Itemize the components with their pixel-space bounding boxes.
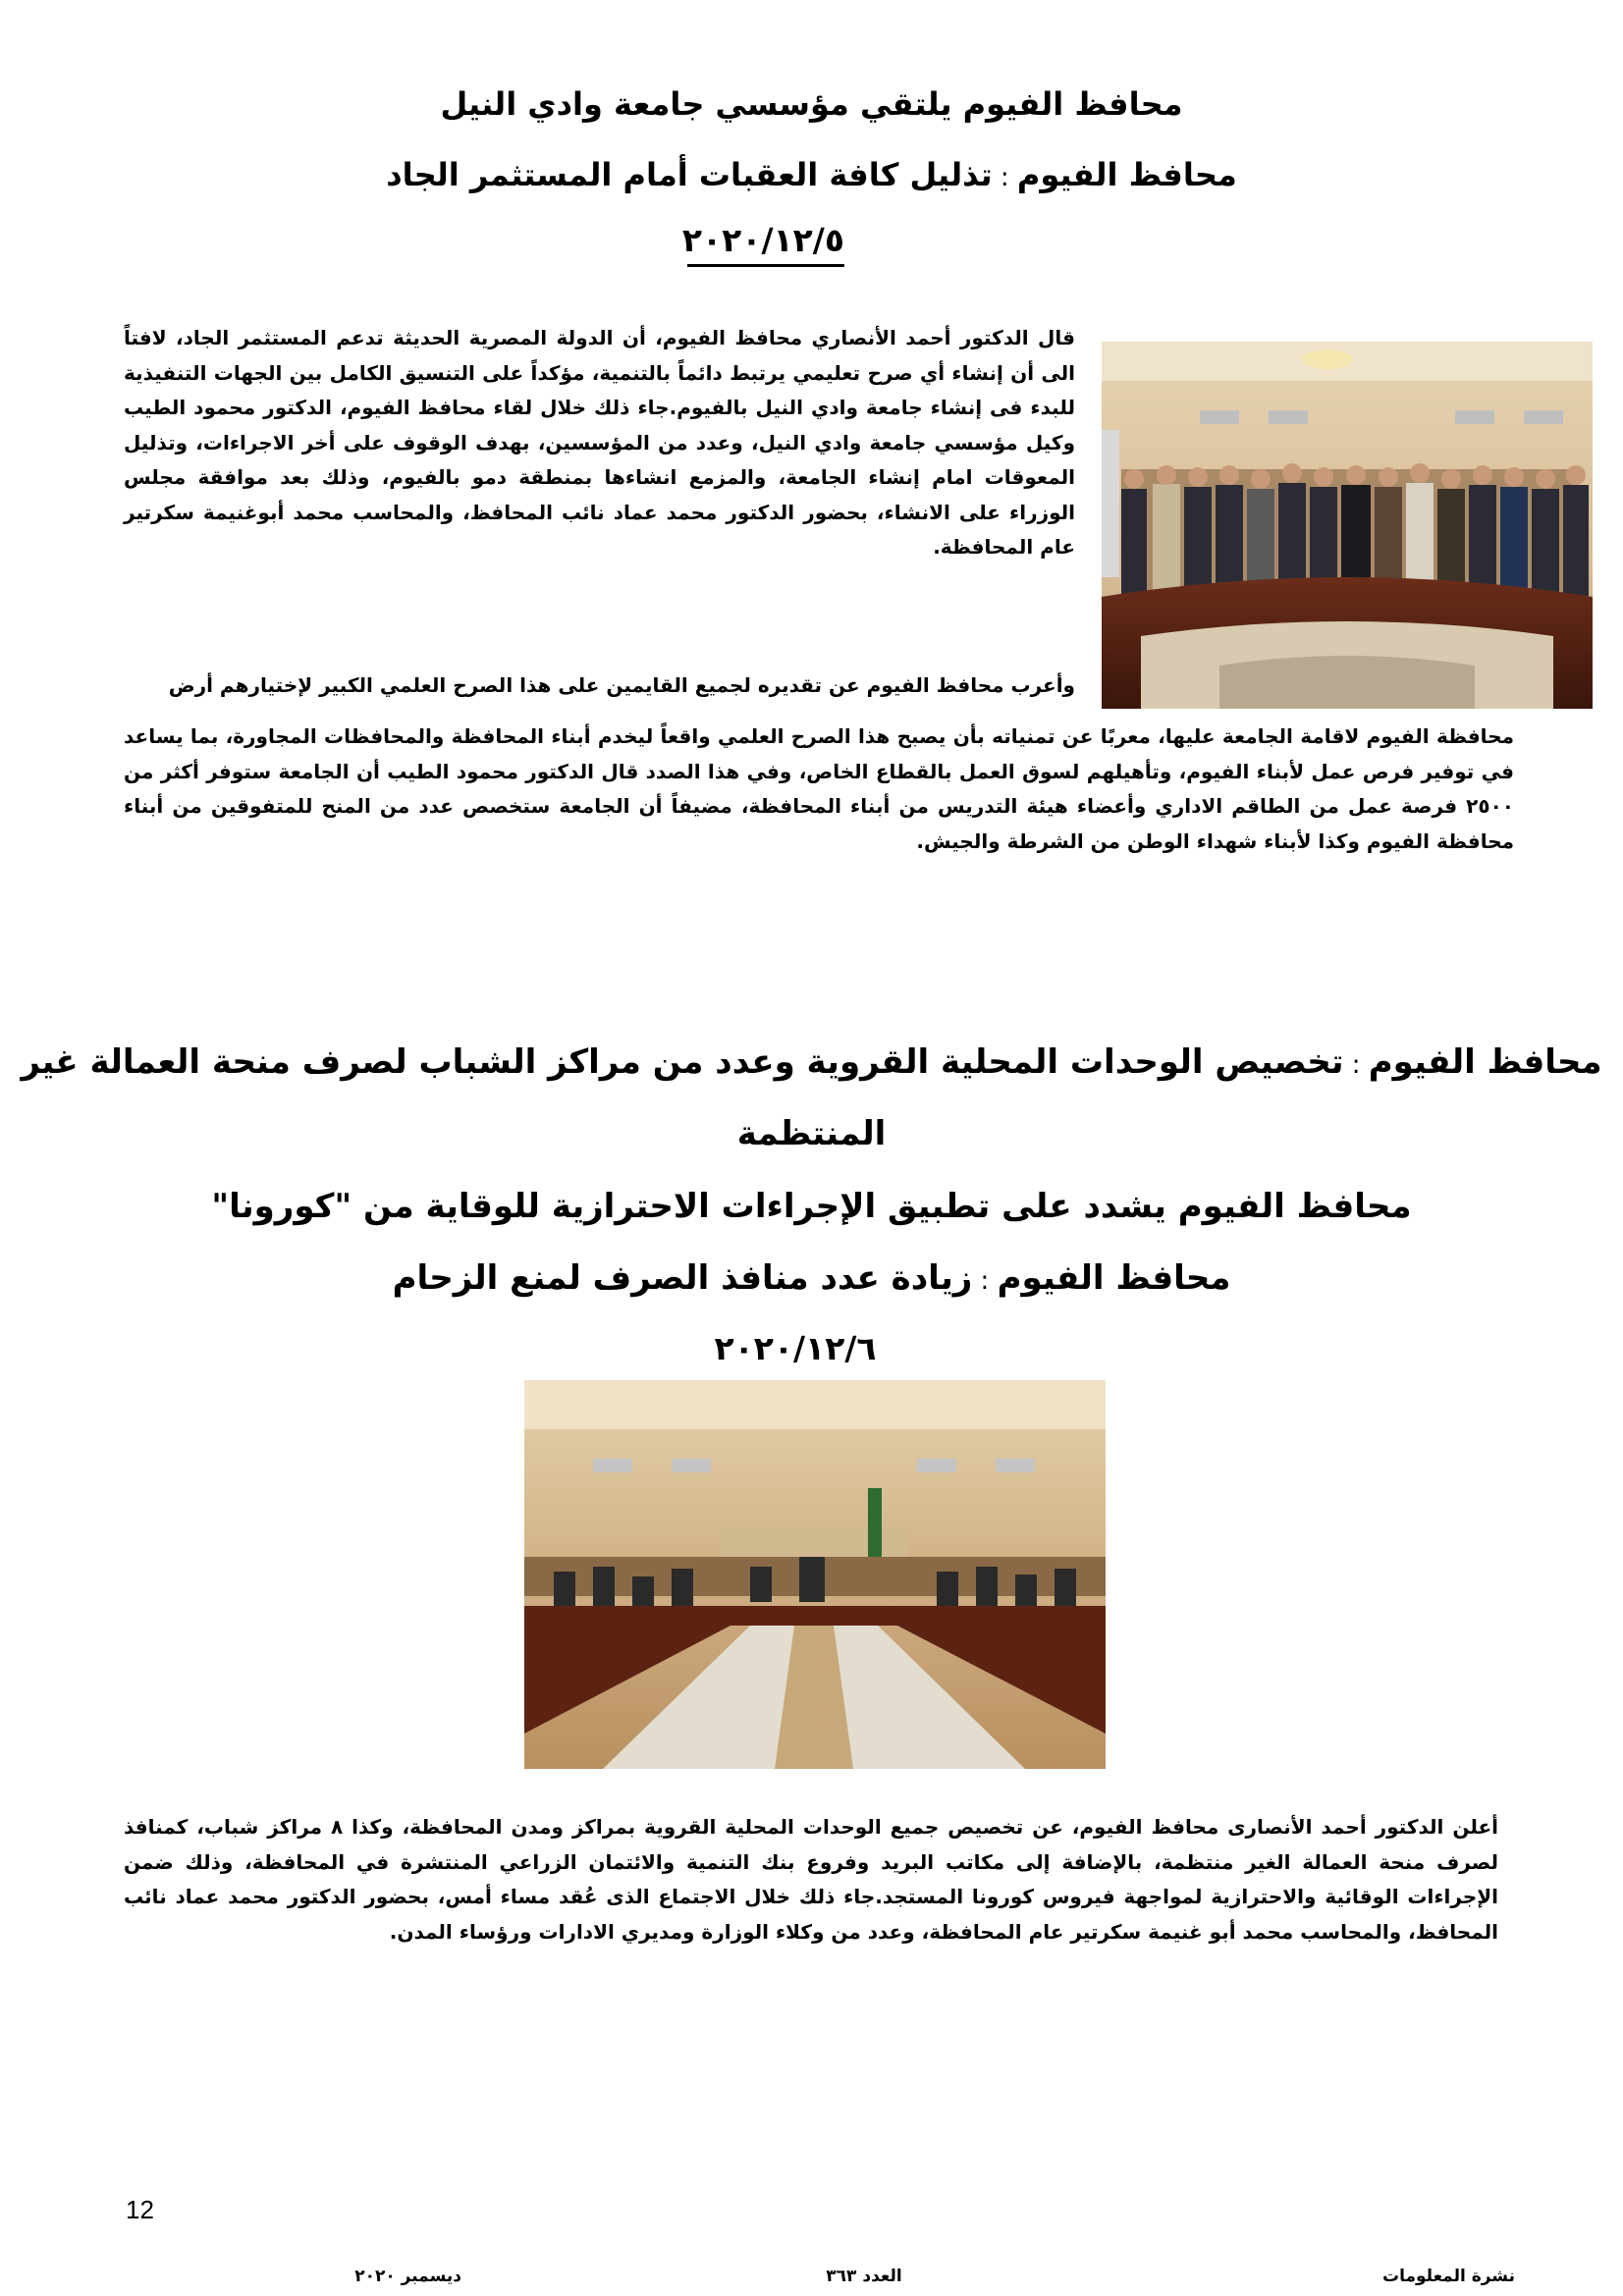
headline-text: محافظ الفيوم يلتقي مؤسسي جامعة وادي النيل [440,85,1183,123]
article2-headline-1 [0,1041,1623,1087]
headline-prefix: محافظ الفيوم [1368,1042,1602,1082]
footer-publication: نشرة المعلومات [1381,2267,1515,2286]
headline-rest: تذليل كافة العقبات أمام المستثمر الجاد [386,156,993,193]
article2-headline-1-continued: المنتظمة [736,1114,887,1153]
article1-group-photo [1102,342,1593,709]
article1-headline-1 [0,82,1623,126]
article1-paragraph-bottom: محافظة الفيوم لاقامة الجامعة عليها، معربًا عن تمنياته بأن يصبح هذا الصرح العلمي واقعاً ليخدم أبناء المحافظة والمحافظات المجاورة، بما يساعد في توفير فرص عمل لأبناء الفيوم، وتأهيلهم لسوق العمل بالقطاع الخاص، وفي هذا الصدد قال الدكتور محمود الطيب أن الجامعة ستوفر أكثر من ٢٥٠٠ فرصة عمل من الطاقم الاداري وأعضاء هيئة التدريس من أبناء المحافظة، مضيفاً أن الجامعة ستخصص عدد من المنح للمتفوقين من أبناء محافظة الفيوم وكذا لأبناء شهداء الوطن من الشرطة والجيش. [124,724,1514,853]
headline-rest: تخصيص الوحدات المحلية القروية وعدد من مراكز الشباب لصرف منحة العمالة غير [21,1042,1344,1082]
footer-month: ديسمبر ٢٠٢٠ [354,2267,461,2286]
article1-paragraph-second: وأعرب محافظ الفيوم عن تقديره لجميع القايمين على هذا الصرح العلمي الكبير لإختيارهم أرض [168,673,1075,697]
article2-headline-3 [0,1256,1623,1303]
headline-rest: زيادة عدد منافذ الصرف لمنع الزحام [392,1258,973,1298]
article1-paragraph-top: قال الدكتور أحمد الأنصاري محافظ الفيوم، أن الدولة المصرية الحديثة تدعم المستثمر الجاد، لافتاً الى أن إنشاء أي صرح تعليمي يرتبط دائماً بالتنمية، مؤكداً على التنسيق الكامل بين الجهات التنفيذية للبدء فى إنشاء جامعة وادي النيل بالفيوم.جاء ذلك خلال لقاء محافظ الفيوم، الدكتور محمود الطيب وكيل مؤسسي جامعة وادي النيل، وعدد من المؤسسين، بهدف الوقوف على أخر الاجراءات، وتذليل المعوقات امام إنشاء الجامعة، والمزمع انشاءها بمنطقة دمو بالفيوم، وذلك بعد موافقة مجلس الوزراء على الانشاء، بحضور الدكتور محمد عماد نائب المحافظ، والمحاسب محمد أبوغنيمة سكرتير عام المحافظة. [124,326,1075,559]
page-number: 12 [126,2195,154,2224]
headline-separator: : [1343,1050,1369,1080]
article2-headline-2: محافظ الفيوم يشدد على تطبيق الإجراءات الاحترازية للوقاية من "كورونا" [211,1187,1412,1226]
headline-prefix: محافظ الفيوم [997,1258,1231,1298]
article2-paragraph: أعلن الدكتور أحمد الأنصارى محافظ الفيوم، عن تخصيص جميع الوحدات المحلية القروية بمراكز ومدن المحافظة، وكذا ٨ مراكز شباب، كمنافذ لصرف منحة العمالة الغير منتظمة، بالإضافة إلى مكاتب البريد وفروع بنك التنمية والائتمان الزراعي المنتشرة في المحافظة، وذلك ضمن الإجراءات الوقائية والاحترازية لمواجهة فيروس كورونا المستجد.جاء ذلك خلال الاجتماع الذى عُقد مساء أمس، بحضور الدكتور محمد عماد نائب المحافظ، والمحاسب محمد أبو غنيمة سكرتير عام المحافظة، وعدد من وكلاء الوزارة ومديري الادارات ورؤساء المدن. [124,1815,1499,1944]
headline-separator: : [972,1266,998,1296]
headline-separator: : [992,163,1017,192]
headline-prefix: محافظ الفيوم [1016,156,1237,193]
article2-date: ٢٠٢٠/١٢/٦ [714,1329,877,1367]
article1-headline-2 [0,153,1623,199]
article2-meeting-photo [524,1380,1106,1769]
article1-date: ٢٠٢٠/١٢/٥ [687,221,844,267]
footer-issue: العدد ٣٦٣ [826,2267,902,2286]
